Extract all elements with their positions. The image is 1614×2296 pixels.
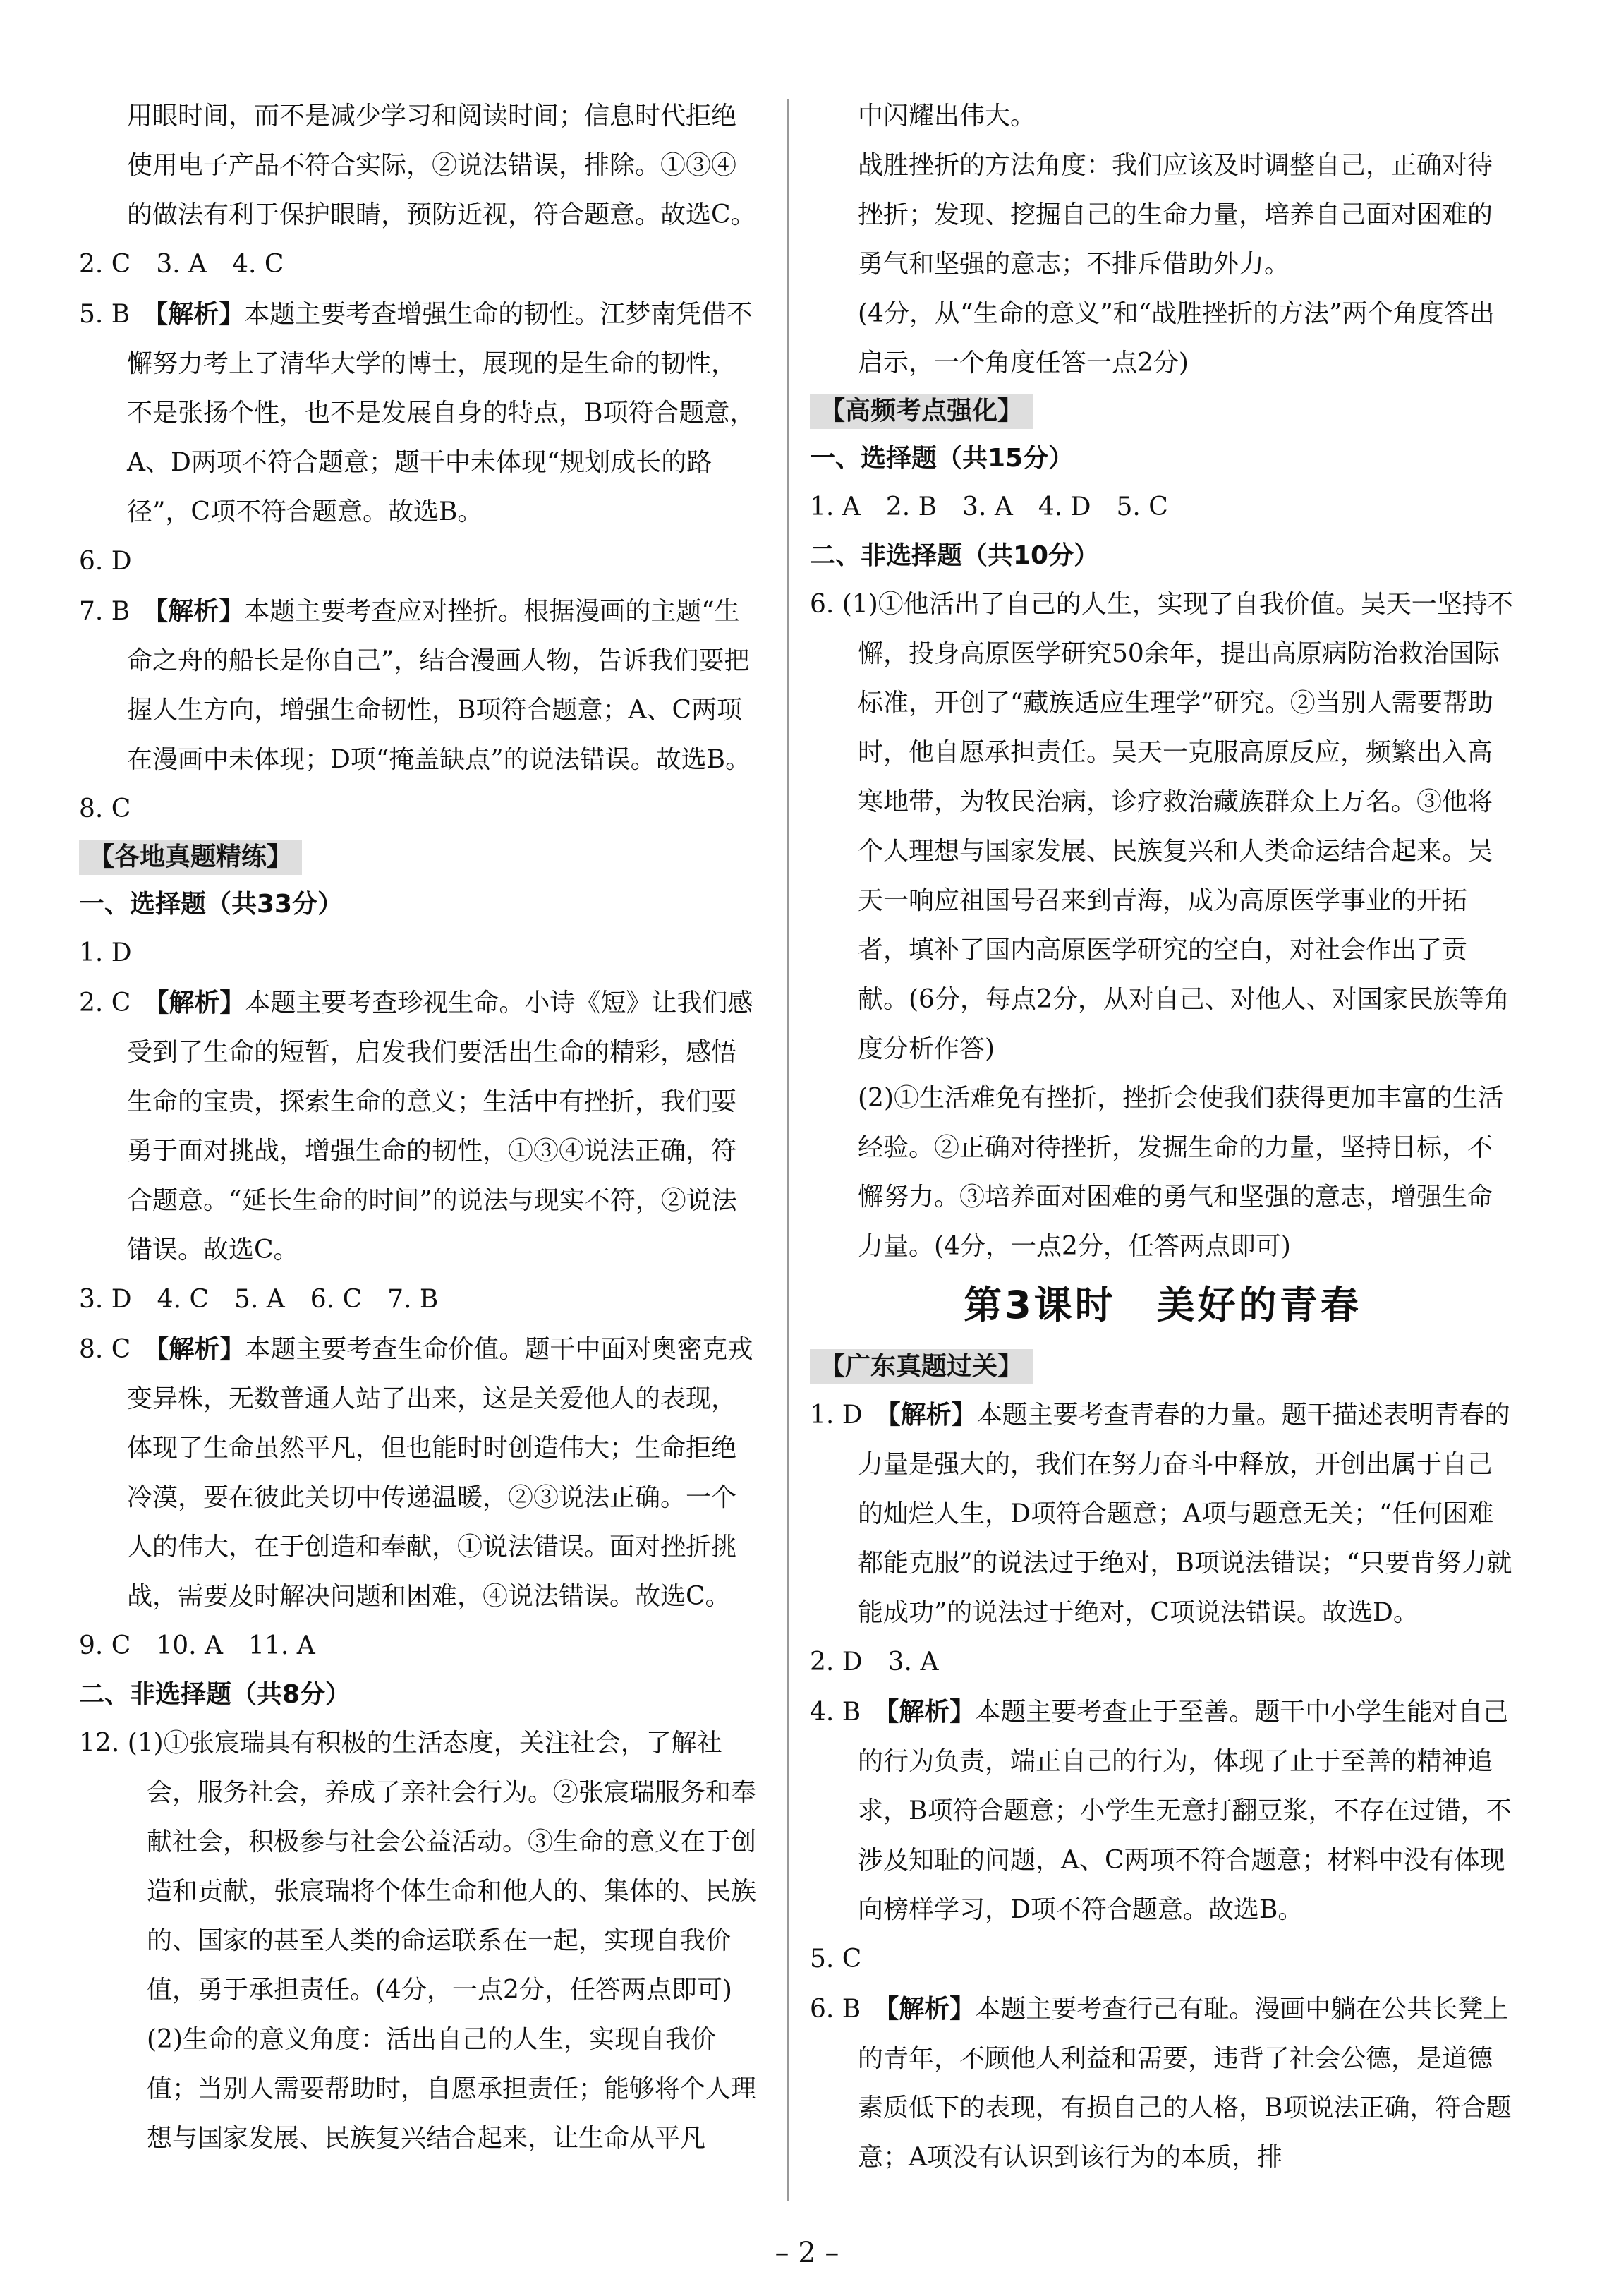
- analysis-tag: 【解析】: [887, 1400, 977, 1430]
- lesson-title: 第3课时 美好的青春: [964, 1283, 1361, 1327]
- subsection-heading: 一、选择题（共15分）: [810, 444, 1074, 473]
- answer-item: 8. C 【解析】本题主要考查生命价值。题干中面对奥密克戎变异株，无数普通人站了出来，这是关爱他人的表现，体现了生命虽然平凡，但也能时时创造伟大；生命拒绝冷漠，要在彼此关切中传递温暖，②③说法正确。一个人的伟大，在于创造和奉献，①说法错误。面对挫折挑战，需要及时解决问题和困难，④说法错误。故选C。: [79, 1334, 753, 1611]
- analysis-tag: 【解析】: [155, 596, 245, 626]
- analysis-tag: 【解析】: [886, 1697, 976, 1727]
- answer-line: 8. C: [79, 794, 131, 823]
- section-heading: 【各地真题精练】: [79, 834, 756, 881]
- answer-line: 3. D 4. C 5. A 6. C 7. B: [79, 1285, 439, 1314]
- answer-item: 5. B 【解析】本题主要考查增强生命的韧性。江梦南凭借不懈努力考上了清华大学的博士，展现的是生命的韧性，不是张扬个性，也不是发展自身的特点，B项符合题意，A、D两项不符合题意；题干中未体现“规划成长的路径”，C项不符合题意。故选B。: [79, 299, 756, 526]
- answer-continuation: 用眼时间，而不是减少学习和阅读时间；信息时代拒绝使用电子产品不符合实际，②说法错误，排除。①③④的做法有利于保护眼睛，预防近视，符合题意。故选C。: [127, 102, 756, 229]
- answer-subpart: (2)①生活难免有挫折，挫折会使我们获得更加丰富的生活经验。②正确对待挫折，发掘生命的力量，坚持目标，不懈努力。③培养面对困难的勇气和坚强的意志，增强生命力量。(4分，一点2分，任答两点即可): [858, 1084, 1503, 1261]
- subsection-heading: 一、选择题（共33分）: [79, 890, 344, 919]
- section-heading: 【广东真题过关】: [810, 1343, 1515, 1390]
- analysis-tag: 【解析】: [886, 1994, 976, 2024]
- page-number: – 2 –: [775, 2237, 839, 2269]
- right-column: [810, 92, 1515, 2182]
- answer-item: 2. C 【解析】本题主要考查珍视生命。小诗《短》让我们感受到了生命的短暂，启发我们要活出生命的精彩，感悟生命的宝贵，探索生命的意义；生活中有挫折，我们要勇于面对挑战，增强生命的韧性，①③④说法正确，符合题意。“延长生命的时间”的说法与现实不符，②说法错误。故选C。: [79, 988, 753, 1264]
- analysis-tag: 【解析】: [156, 1334, 245, 1364]
- score-note: (4分，从“生命的意义”和“战胜挫折的方法”两个角度答出启示，一个角度任答一点2分): [858, 299, 1495, 377]
- answer-subpart: 战胜挫折的方法角度：我们应该及时调整自己，正确对待挫折；发现、挖掘自己的生命力量，培养自己面对困难的勇气和坚强的意志；不排斥借助外力。: [858, 151, 1493, 279]
- answer-line: 1. D: [79, 938, 132, 967]
- answer-item: 12. (1)①张宸瑞具有积极的生活态度，关注社会，了解社会，服务社会，养成了亲社会行为。②张宸瑞服务和奉献社会，积极参与社会公益活动。③生命的意义在于创造和贡献，张宸瑞将个体生命和他人的、集体的、民族的、国家的甚至人类的命运联系在一起，实现自我价值，勇于承担责任。(4分，一点2分，任答两点即可): [79, 1729, 757, 2005]
- answer-continuation: 中闪耀出伟大。: [858, 102, 1036, 131]
- left-column: [79, 92, 756, 2163]
- answer-line: 1. A 2. B 3. A 4. D 5. C: [810, 493, 1168, 521]
- answer-item: 1. D 【解析】本题主要考查青春的力量。题干描述表明青春的力量是强大的，我们在努力奋斗中释放，开创出属于自己的灿烂人生，D项符合题意；A项与题意无关；“任何困难都能克服”的说法过于绝对，B项说法错误；“只要肯努力就能成功”的说法过于绝对，C项说法错误。故选D。: [810, 1400, 1512, 1627]
- answer-line: 6. D: [79, 547, 132, 576]
- answer-item: 6. (1)①他活出了自己的人生，实现了自我价值。吴天一坚持不懈，投身高原医学研究50余年，提出高原病防治救治国际标准，开创了“藏族适应生理学”研究。②当别人需要帮助时，他自愿承担责任。吴天一克服高原反应，频繁出入高寒地带，为牧民治病，诊疗救治藏族群众上万名。③他将个人理想与国家发展、民族复兴和人类命运结合起来。吴天一响应祖国号召来到青海，成为高原医学事业的开拓者，填补了国内高原医学研究的空白，对社会作出了贡献。(6分，每点2分，从对自己、对他人、对国家民族等角度分析作答): [810, 590, 1513, 1063]
- subsection-heading: 二、非选择题（共8分）: [79, 1680, 351, 1709]
- analysis-tag: 【解析】: [155, 299, 245, 329]
- answer-line: 9. C 10. A 11. A: [79, 1631, 315, 1660]
- answer-line: 2. D 3. A: [810, 1648, 939, 1676]
- analysis-tag: 【解析】: [156, 988, 245, 1017]
- section-heading: 【高频考点强化】: [810, 388, 1515, 435]
- answer-line: 2. C 3. A 4. C: [79, 250, 284, 279]
- answer-subpart: (2)生命的意义角度：活出自己的人生，实现自我价值；当别人需要帮助时，自愿承担责任；能够将个人理想与国家发展、民族复兴结合起来，让生命从平凡: [147, 2025, 757, 2153]
- answer-item: 6. B 【解析】本题主要考查行己有耻。漫画中躺在公共长凳上的青年，不顾他人利益和需要，违背了社会公德，是道德素质低下的表现，有损自己的人格，B项说法正确，符合题意；A项没有认识到该行为的本质，排: [810, 1994, 1512, 2172]
- subsection-heading: 二、非选择题（共10分）: [810, 541, 1100, 570]
- column-divider: [787, 99, 789, 2201]
- answer-line: 5. C: [810, 1945, 862, 1974]
- answer-item: 4. B 【解析】本题主要考查止于至善。题干中小学生能对自己的行为负责，端正自己的行为，体现了止于至善的精神追求，B项符合题意；小学生无意打翻豆浆，不存在过错，不涉及知耻的问题，A、C两项不符合题意；材料中没有体现向榜样学习，D项不符合题意。故选B。: [810, 1697, 1512, 1924]
- answer-item: 7. B 【解析】本题主要考查应对挫折。根据漫画的主题“生命之舟的船长是你自己”，结合漫画人物，告诉我们要把握人生方向，增强生命韧性，B项符合题意；A、C两项在漫画中未体现；D项“掩盖缺点”的说法错误。故选B。: [79, 596, 751, 774]
